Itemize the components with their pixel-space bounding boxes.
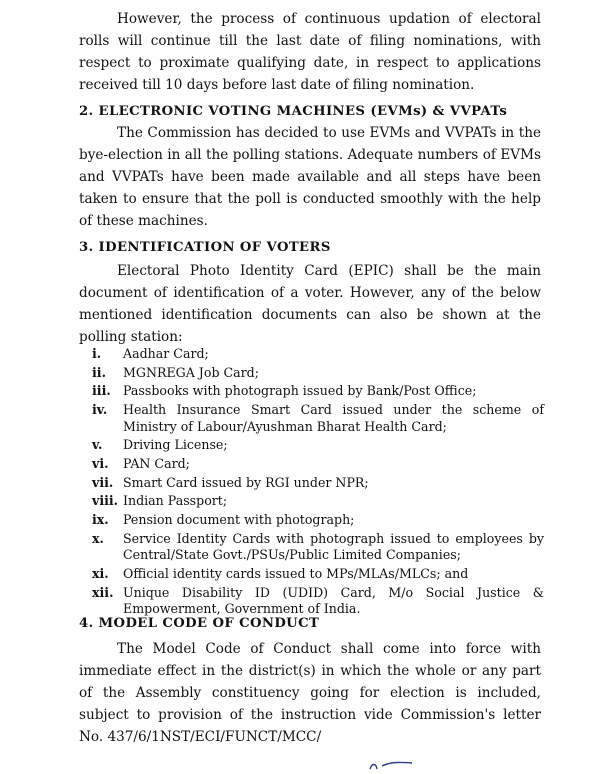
list-item-number: ix. — [92, 512, 109, 527]
list-item — [92, 585, 544, 618]
list-item — [92, 346, 544, 363]
list-item-text: Health Insurance Smart Card issued under the scheme of Ministry of Labour/Ayushman Bharat Health Card; — [123, 402, 544, 434]
id-documents-list — [92, 346, 544, 620]
list-item-text: MGNREGA Job Card; — [123, 364, 259, 380]
list-item — [92, 437, 544, 454]
list-item-text: Service Identity Cards with photograph issued to employees by Central/State Govt./PSUs/Public Limited Companies; — [123, 530, 544, 563]
list-item — [92, 531, 544, 564]
list-item-text: Smart Card issued by RGI under NPR; — [123, 474, 369, 490]
paragraph-model-code — [79, 638, 541, 748]
heading-identification: 3. IDENTIFICATION OF VOTERS — [79, 240, 331, 255]
list-item — [92, 383, 544, 400]
paragraph-text: However, the process of continuous updation of electoral rolls will continue till the last date of filing nominations, with respect to proximate qualifying date, in respect to applications received till 10 days before last date of filing nomination. — [79, 11, 541, 93]
paragraph-electoral-rolls — [79, 8, 541, 96]
list-item-text: Unique Disability ID (UDID) Card, M/o Social Justice & Empowerment, Government of India. — [123, 584, 544, 617]
list-item-number: iii. — [92, 383, 111, 399]
list-item-text: PAN Card; — [123, 455, 190, 471]
list-item-text: Indian Passport; — [123, 493, 228, 509]
paragraph-text: The Model Code of Conduct shall come into force with immediate effect in the district(s) in which the whole or any part of the Assembly constituency going for election is included, subject to provision of the instruction vide Commission's letter No. 437/6/1NST/ECI/FUNCT/MCC/ — [79, 641, 541, 745]
list-item-number: x. — [92, 530, 104, 546]
list-item — [92, 475, 544, 492]
list-item-text: Aadhar Card; — [123, 346, 209, 361]
list-item — [92, 456, 544, 473]
list-item-number: viii. — [92, 493, 119, 509]
list-item-number: ii. — [92, 364, 106, 380]
list-item — [92, 512, 544, 529]
list-item-number: i. — [92, 346, 102, 361]
list-item-number: xi. — [92, 565, 109, 581]
list-item-text: Official identity cards issued to MPs/MLAs/MLCs; and — [123, 565, 469, 581]
list-item — [92, 402, 544, 435]
initials-mark — [368, 758, 416, 772]
list-item-text: Passbooks with photograph issued by Bank/Post Office; — [123, 383, 477, 399]
paragraph-evms — [79, 122, 541, 232]
heading-evms: 2. ELECTRONIC VOTING MACHINES (EVMs) & VVPATs — [79, 104, 508, 119]
list-item-text: Driving License; — [123, 437, 228, 453]
list-item — [92, 493, 544, 510]
list-item — [92, 566, 544, 583]
list-item-number: iv. — [92, 402, 108, 418]
paragraph-text: The Commission has decided to use EVMs and VVPATs in the bye-election in all the polling stations. Adequate numbers of EVMs and VVPATs have been made available and all steps have been taken to ensure that the poll is conducted smoothly with the help of these machines. — [79, 125, 541, 229]
list-item-text: Pension document with photograph; — [123, 512, 355, 527]
paragraph-identification — [79, 260, 541, 348]
list-item — [92, 365, 544, 382]
heading-model-code: 4. MODEL CODE OF CONDUCT — [79, 616, 320, 631]
list-item-number: vi. — [92, 455, 109, 471]
paragraph-text: Electoral Photo Identity Card (EPIC) shall be the main document of identification of a voter. However, any of the below mentioned identification documents can also be shown at the polling station: — [79, 263, 541, 345]
list-item-number: vii. — [92, 474, 114, 490]
list-item-number: v. — [92, 437, 103, 453]
list-item-number: xii. — [92, 584, 114, 600]
